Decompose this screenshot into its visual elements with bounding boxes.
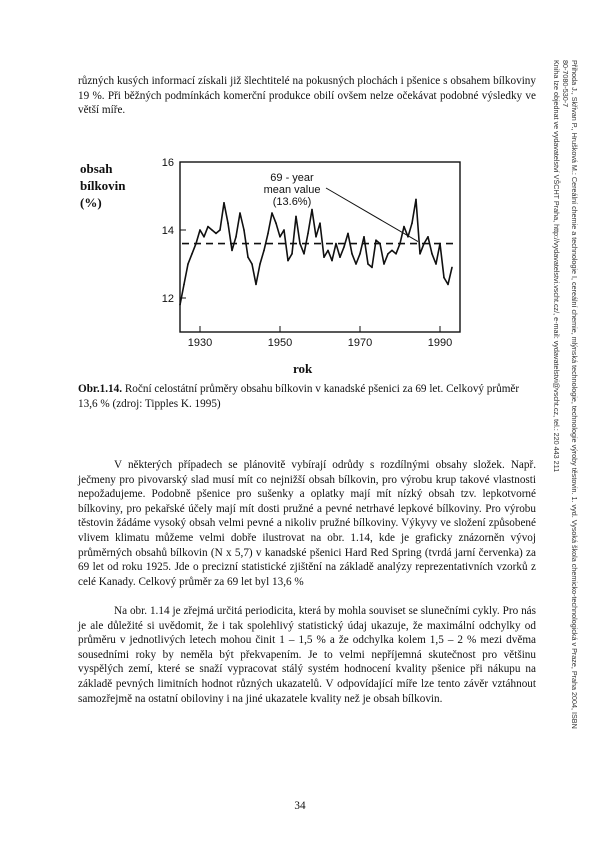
side-note [551, 60, 579, 820]
data-point-1938 [231, 250, 233, 252]
data-point-1953 [291, 253, 293, 255]
data-point-1929 [195, 243, 197, 245]
annotation-leader [326, 188, 418, 242]
data-point-1927 [187, 263, 189, 265]
data-point-1964 [335, 243, 337, 245]
y-label-line-1: obsah [80, 161, 113, 176]
data-point-1974 [375, 239, 377, 241]
side-note-line-2: 80-7080-530-7 [561, 60, 570, 108]
side-note-line-1: Příhoda J., Skřivan P., Hrušková M.: Cereální chemie a technologie I, cereální chemie, mlýnská technologie, technologie výroby těstovin. 1. vyd. Vysoká škola chemicko-technologická v Praze, Praha 2004, ISBN [570, 60, 579, 729]
x-tick-label-1970: 1970 [347, 337, 373, 349]
data-point-1979 [395, 253, 397, 255]
data-point-1926 [183, 284, 185, 286]
annotation-line-2: mean value [263, 184, 321, 196]
x-tick-label-1950: 1950 [267, 337, 293, 349]
data-point-1966 [343, 246, 345, 248]
y-tick-label-12: 12 [161, 293, 174, 305]
top-paragraph: různých kusých informací získali již šlechtitelé na pokusných plochách i pšenice s obsahem bílkoviny 19 %. Při běžných podmínkách komerční produkce obilí ovšem nelze očekávat podobné výsledky ve větší míře. [78, 75, 536, 117]
data-point-1992 [447, 284, 449, 286]
chart-x-axis-label: rok [293, 361, 313, 376]
data-point-1989 [435, 263, 437, 265]
page-number: 34 [294, 800, 306, 812]
data-point-1993 [451, 267, 453, 269]
caption-label: Obr.1.14. [78, 383, 123, 395]
protein-chart [150, 150, 470, 360]
data-point-1933 [211, 229, 213, 231]
y-label-line-2: bílkovin [80, 178, 126, 193]
data-point-1952 [287, 260, 289, 262]
data-point-1949 [275, 222, 277, 224]
data-point-1942 [247, 256, 249, 258]
series-line [180, 199, 452, 304]
data-point-1991 [443, 277, 445, 279]
data-point-1968 [351, 253, 353, 255]
data-point-1932 [207, 226, 209, 228]
annotation-line-1: 69 - year [270, 172, 314, 184]
data-point-1960 [319, 222, 321, 224]
data-point-1967 [347, 233, 349, 235]
data-point-1943 [251, 263, 253, 265]
data-point-1983 [411, 222, 413, 224]
data-point-1956 [303, 253, 305, 255]
data-point-1950 [279, 236, 281, 238]
data-point-1931 [203, 236, 205, 238]
data-point-1940 [239, 212, 241, 214]
data-point-1985 [419, 253, 421, 255]
data-point-1987 [427, 236, 429, 238]
annotation-line-3: (13.6%) [272, 196, 312, 208]
data-point-1936 [223, 202, 225, 204]
data-point-1986 [423, 243, 425, 245]
x-tick-label-1930: 1930 [187, 337, 213, 349]
data-point-1946 [263, 250, 265, 252]
data-point-1937 [227, 222, 229, 224]
data-point-1939 [235, 236, 237, 238]
side-note-line-3: Kniha Ize objednat ve vydavatelství VŠCHT Praha, http://vydavatelstvi.vscht.cz/, e-mail: vydavatelstvi@vscht.cz, tel.: 220 443 211 [552, 60, 561, 473]
data-point-1945 [259, 263, 261, 265]
data-point-1988 [431, 253, 433, 255]
data-point-1984 [415, 199, 417, 201]
x-tick-label-1990: 1990 [427, 337, 453, 349]
data-point-1965 [339, 256, 341, 258]
data-point-1981 [403, 226, 405, 228]
data-point-1976 [383, 263, 385, 265]
data-point-1978 [391, 250, 393, 252]
chart-y-axis-label [80, 160, 150, 211]
data-point-1928 [191, 253, 193, 255]
data-point-1973 [371, 267, 373, 269]
data-point-1955 [299, 243, 301, 245]
data-point-1980 [399, 243, 401, 245]
data-point-1944 [255, 284, 257, 286]
data-point-1990 [439, 243, 441, 245]
figure-caption [78, 382, 538, 411]
data-point-1954 [295, 216, 297, 218]
data-point-1972 [367, 263, 369, 265]
data-point-1970 [359, 253, 361, 255]
data-point-1930 [199, 229, 201, 231]
data-point-1957 [307, 233, 309, 235]
y-label-line-3: (%) [80, 195, 102, 210]
paragraph-2: V některých případech se plánovitě vybírají odrůdy s rozdílnými obsahy složek. Např. ječmeny pro pivovarský slad musí mít co nejnižší obsah bílkovin, pro výrobu krup takové vlastnosti nepožadujeme. Podobně pšenice pro sušenky a oplatky mají mít nízký obsah tzv. lepkotvorné bílkoviny, pro pekařské účely mají mít dosti pružné a pevné netrhavé lepkové bílkoviny. Pro výrobu těstovin žádáme vysoký obsah velmi pevné a nikoliv pružné bílkoviny. Výkyvy ve složení způsobené vlivem klimatu můžeme velmi dobře ilustrovat na obr. 1.14, kde je graficky znázorněn vývoj průměrných obsahů bílkovin (N x 5,7) v kanadské pšenici Hard Red Spring (tvrdá jarní červenka) za 69 let od roku 1925. Jde o precizní statistické zjištění na základě analýzy reprezentativních vzorků z celé Kanady. Celkový průměr za 69 let byl 13,6 % [78, 459, 536, 588]
data-point-1969 [355, 263, 357, 265]
data-point-1948 [271, 212, 273, 214]
data-point-1925 [179, 304, 181, 306]
data-point-1977 [387, 253, 389, 255]
data-point-1971 [363, 236, 365, 238]
caption-text: Roční celostátní průměry obsahu bílkovin v kanadské pšenici za 69 let. Celkový průměr 13,6 % (zdroj: Tipples K. 1995) [78, 383, 520, 410]
y-tick-label-14: 14 [161, 225, 174, 237]
data-point-1951 [283, 229, 285, 231]
data-point-1975 [379, 243, 381, 245]
data-point-1935 [219, 229, 221, 231]
data-point-1961 [323, 256, 325, 258]
data-point-1947 [267, 233, 269, 235]
paragraph-3: Na obr. 1.14 je zřejmá určitá periodicita, která by mohla souviset se slunečními cykly. Pro nás je ale důležité si uvědomit, že i tak spolehlivý statistický údaj ukazuje, že maximální odchylky od průměru v jednotlivých letech mohou činit 1 – 1,5 % a že odchylka kolem 1,5 – 2 % mezi dvěma sousedními roky by neměla být překvapením. Je to velmi nepříjemná skutečnost pro většinu vyspělých zemí, které se snaží vypracovat stálý systém hodnocení kvality pšenice při nákupu na základě pevných limitních hodnot různých ukazatelů. V odpovídající míře lze tento závěr vztáhnout samozřejmě na ostatní obiloviny i na jiné ukazatele kvality než je obsah bílkovin. [78, 605, 536, 705]
y-tick-label-16: 16 [161, 157, 174, 169]
data-point-1934 [215, 233, 217, 235]
data-point-1959 [315, 236, 317, 238]
data-point-1958 [311, 209, 313, 211]
data-point-1941 [243, 229, 245, 231]
data-point-1963 [331, 260, 333, 262]
data-point-1962 [327, 250, 329, 252]
